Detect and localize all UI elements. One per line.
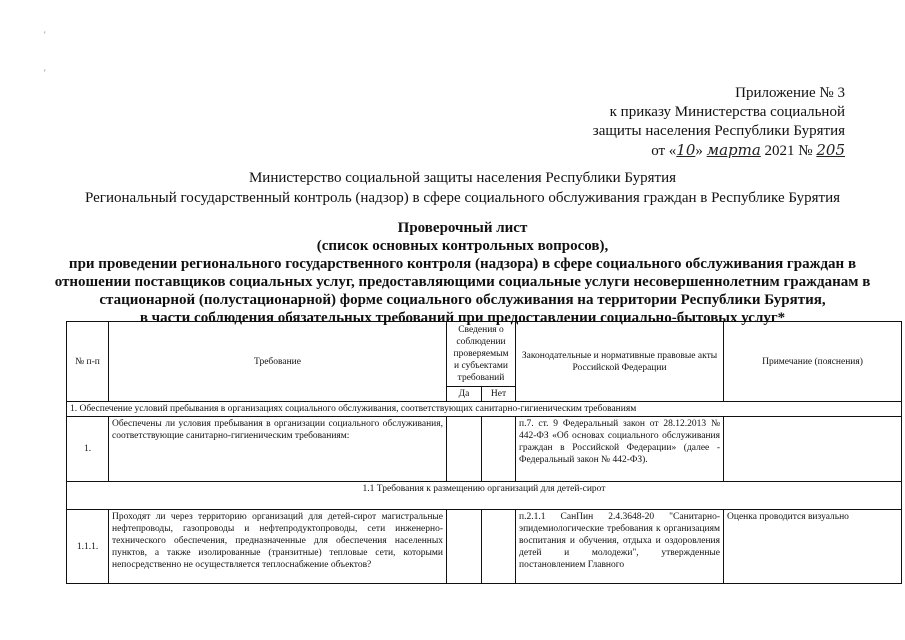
appendix-order-line: к приказу Министерства социальной (609, 104, 845, 120)
document-description-line-2: отношении поставщиков социальных услуг, предоставляющими социальные услуги несовершеннолетним гражданам в (54, 274, 871, 290)
header-no: Нет (482, 387, 516, 402)
handwritten-number: 205 (816, 141, 845, 159)
appendix-date-line: от «10» марта 2021 № 205 (651, 141, 845, 159)
ministry-name: Министерство социальной защиты населения Республики Бурятия (248, 170, 677, 186)
row-2-legal-acts: п.2.1.1 СанПин 2.4.3648-20 "Санитарно-эпидемиологические требования к организациям воспитания и обучения, отдыха и оздоровления детей и молодежи", утвержденные постановлением Главного (516, 510, 724, 584)
appendix-ministry-line: защиты населения Республики Бурятия (592, 123, 845, 139)
document-description-line-3: стационарной (полустационарной) форме социального обслуживания на территории Республики Бурятия, (99, 292, 826, 308)
row-1-no-cell[interactable] (482, 417, 516, 482)
date-prefix: от « (651, 143, 677, 159)
scan-mark-bottom: ' (44, 68, 46, 78)
header-note: Примечание (пояснения) (724, 322, 902, 402)
header-compliance: Сведения о соблюдении проверяемым и субъектами требований (447, 322, 516, 387)
handwritten-day: 10 (676, 141, 696, 159)
document-description-line-4: в части соблюдения обязательных требований при предоставлении социально-бытовых услуг* (139, 310, 786, 326)
row-2-number: 1.1.1. (67, 510, 109, 584)
section-1-heading: 1. Обеспечение условий пребывания в организациях социального обслуживания, соответствующих санитарно-гигиеническим требованиям (67, 402, 902, 417)
handwritten-month: марта (706, 141, 761, 159)
row-2-yes-cell[interactable] (447, 510, 482, 584)
row-1-number: 1. (67, 417, 109, 482)
row-1-requirement: Обеспечены ли условия пребывания в организации социального обслуживания, соответствующие санитарно-гигиеническим требованиям: (109, 417, 447, 482)
checklist-table (66, 321, 902, 584)
organization-block (40, 168, 885, 208)
row-1-legal-acts: п.7. ст. 9 Федеральный закон от 28.12.2013 № 442-ФЗ «Об основах социального обслуживания граждан в Российской Федерации» (далее - Федеральный закон № 442-ФЗ). (516, 417, 724, 482)
appendix-header (515, 84, 845, 161)
header-yes: Да (447, 387, 482, 402)
control-name: Региональный государственный контроль (надзор) в сфере социального обслуживания граждан в Республике Бурятия (85, 190, 840, 206)
document-title: Проверочный лист (397, 220, 528, 236)
appendix-number: Приложение № 3 (735, 85, 845, 101)
row-2-note: Оценка проводится визуально (724, 510, 902, 584)
row-1-note (724, 417, 902, 482)
row-1-yes-cell[interactable] (447, 417, 482, 482)
subsection-1-1-heading: 1.1 Требования к размещению организаций для детей-сирот (67, 482, 902, 510)
document-subtitle: (список основных контрольных вопросов), (316, 238, 609, 254)
row-2-requirement: Проходят ли через территорию организаций для детей-сирот магистральные нефтепроводы, газопроводы и нефтепродуктопроводы, сети инженерно-технического обеспечения, предназначенные для обеспечения населенных пунктов, а также изолированные (транзитные) тепловые сети, которыми непосредственно не осуществляется теплоснабжение объектов? (109, 510, 447, 584)
header-number: № п-п (67, 322, 109, 402)
row-2-no-cell[interactable] (482, 510, 516, 584)
date-year: 2021 № (764, 143, 813, 159)
header-requirement: Требование (109, 322, 447, 402)
document-description-line-1: при проведении регионального государственного контроля (надзора) в сфере социального обслуживания граждан в (68, 256, 857, 272)
header-legal-acts: Законодательные и нормативные правовые акты Российской Федерации (516, 322, 724, 402)
document-title-block (40, 219, 885, 327)
scan-mark-top: ' (44, 30, 46, 40)
